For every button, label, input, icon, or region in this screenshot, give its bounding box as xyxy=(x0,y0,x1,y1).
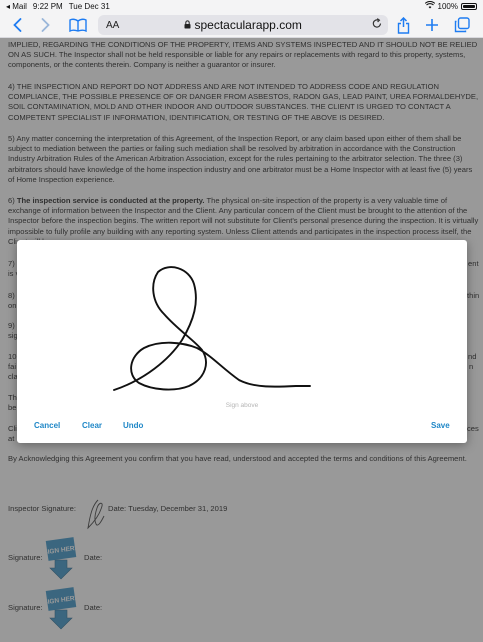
status-time: 9:22 PM xyxy=(32,1,63,11)
tabs-overview-icon[interactable] xyxy=(451,14,473,36)
browser-toolbar xyxy=(0,12,483,38)
status-bar xyxy=(0,0,483,12)
signature-modal xyxy=(17,240,467,443)
new-tab-plus-icon[interactable] xyxy=(421,14,443,36)
signature-pad[interactable] xyxy=(34,240,454,397)
lock-icon xyxy=(184,18,194,32)
forward-chevron-icon[interactable] xyxy=(34,14,56,36)
share-icon[interactable] xyxy=(392,14,414,36)
back-chevron-icon[interactable] xyxy=(6,14,28,36)
url-text: spectacularapp.com xyxy=(194,18,302,32)
address-bar[interactable] xyxy=(98,15,388,35)
cancel-button[interactable]: Cancel xyxy=(34,421,61,430)
battery-percent: 100% xyxy=(437,1,458,11)
wifi-icon xyxy=(425,1,435,11)
sign-above-hint: Sign above xyxy=(225,402,259,409)
reload-icon[interactable] xyxy=(372,18,382,32)
text-size-button[interactable]: AA xyxy=(106,19,120,31)
bookmarks-icon[interactable] xyxy=(67,14,89,36)
save-button[interactable]: Save xyxy=(431,421,450,430)
battery-icon xyxy=(461,3,477,10)
undo-button[interactable]: Undo xyxy=(123,421,144,430)
status-date: Tue Dec 31 xyxy=(68,1,110,11)
clear-button[interactable]: Clear xyxy=(82,421,103,430)
back-to-mail-link[interactable]: ◂ Mail xyxy=(6,1,27,11)
